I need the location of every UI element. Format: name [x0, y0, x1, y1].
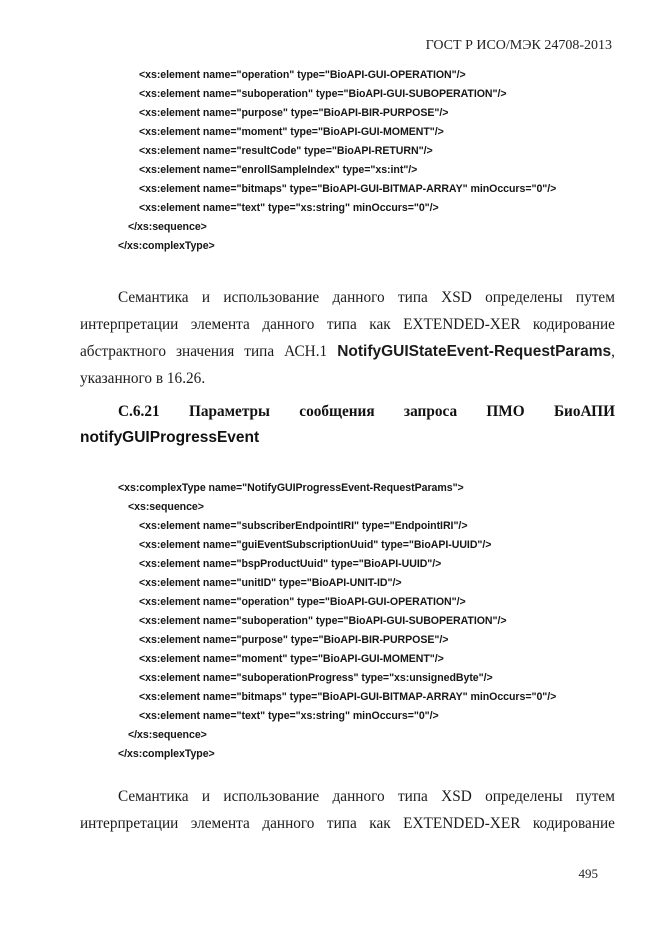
heading-word: Параметры	[188, 403, 271, 420]
paragraph-line	[80, 311, 615, 338]
code-line: <xs:element name="guiEventSubscriptionUuid" type="BioAPI-UUID"/>	[139, 539, 492, 551]
code-line: <xs:element name="bitmaps" type="BioAPI-GUI-BITMAP-ARRAY" minOccurs="0"/>	[139, 691, 557, 703]
code-line: <xs:element name="suboperation" type="BioAPI-GUI-SUBOPERATION"/>	[139, 88, 507, 100]
code-line: </xs:sequence>	[128, 221, 207, 233]
code-line: <xs:element name="subscriberEndpointIRI" type="EndpointIRI"/>	[139, 520, 468, 532]
code-line: <xs:element name="bspProductUuid" type="BioAPI-UUID"/>	[139, 558, 442, 570]
word: типа	[397, 289, 428, 306]
word: EXTENDED-XER	[403, 316, 521, 333]
heading-word: ПМО	[486, 403, 525, 420]
page-number: 495	[578, 866, 598, 881]
word: путем	[575, 788, 615, 805]
word: определены	[485, 289, 563, 306]
function-name: notifyGUIProgressEvent	[80, 429, 260, 446]
word: кодирование	[532, 815, 615, 832]
code-line: <xs:element name="moment" type="BioAPI-GUI-MOMENT"/>	[139, 653, 444, 665]
word: путем	[575, 289, 615, 306]
paragraph-line: указанного в 16.26.	[80, 370, 206, 387]
paragraph-line	[80, 810, 615, 837]
code-line: </xs:complexType>	[118, 240, 215, 252]
code-line: <xs:element name="text" type="xs:string" minOccurs="0"/>	[139, 202, 439, 214]
word: Семантика	[118, 289, 189, 306]
word: кодирование	[532, 316, 615, 333]
punctuation: ,	[611, 343, 615, 360]
word: интерпретации	[80, 316, 179, 333]
word: абстрактного	[80, 343, 166, 360]
word: использование	[223, 289, 320, 306]
section-heading-title	[80, 398, 615, 425]
code-line: <xs:element name="unitID" type="BioAPI-UNIT-ID"/>	[139, 577, 402, 589]
word: данного	[262, 815, 315, 832]
word: данного	[332, 788, 385, 805]
word: EXTENDED-XER	[403, 815, 521, 832]
word: АСН.1	[284, 343, 328, 360]
word: и	[201, 289, 211, 306]
code-line: </xs:sequence>	[128, 729, 207, 741]
code-line: <xs:element name="purpose" type="BioAPI-BIR-PURPOSE"/>	[139, 634, 449, 646]
word: Семантика	[118, 788, 189, 805]
word: использование	[223, 788, 320, 805]
word: данного	[332, 289, 385, 306]
code-line: </xs:complexType>	[118, 748, 215, 760]
code-line: <xs:element name="purpose" type="BioAPI-BIR-PURPOSE"/>	[139, 107, 449, 119]
paragraph-line	[80, 338, 615, 365]
word: как	[369, 815, 391, 832]
code-line: <xs:sequence>	[128, 501, 204, 513]
heading-word: сообщения	[299, 403, 375, 420]
code-line: <xs:element name="bitmaps" type="BioAPI-GUI-BITMAP-ARRAY" minOccurs="0"/>	[139, 183, 557, 195]
code-line: <xs:element name="operation" type="BioAPI-GUI-OPERATION"/>	[139, 596, 466, 608]
word: элемента	[190, 815, 250, 832]
heading-word: запроса	[403, 403, 458, 420]
section-number: С.6.21	[118, 403, 160, 420]
word: значения	[175, 343, 235, 360]
word: XSD	[441, 289, 472, 306]
paragraph-line	[80, 284, 615, 311]
semantics-paragraph-2	[80, 783, 615, 837]
word: интерпретации	[80, 815, 179, 832]
code-line: <xs:element name="operation" type="BioAPI-GUI-OPERATION"/>	[139, 69, 466, 81]
word: типа	[326, 316, 357, 333]
code-line: <xs:element name="text" type="xs:string" minOccurs="0"/>	[139, 710, 439, 722]
paragraph-line	[80, 783, 615, 810]
word: типа	[397, 788, 428, 805]
word: определены	[485, 788, 563, 805]
word: типа	[326, 815, 357, 832]
semantics-paragraph-1	[80, 284, 615, 392]
code-line: <xs:element name="moment" type="BioAPI-GUI-MOMENT"/>	[139, 126, 444, 138]
word: данного	[262, 316, 315, 333]
word: XSD	[441, 788, 472, 805]
code-line: <xs:element name="suboperationProgress" type="xs:unsignedByte"/>	[139, 672, 493, 684]
code-line: <xs:complexType name="NotifyGUIProgressEvent-RequestParams">	[118, 482, 464, 494]
asn1-type-name: NotifyGUIStateEvent-RequestParams	[337, 343, 612, 360]
word: и	[201, 788, 211, 805]
word: как	[369, 316, 391, 333]
standard-header: ГОСТ Р ИСО/МЭК 24708-2013	[425, 38, 612, 53]
code-line: <xs:element name="suboperation" type="BioAPI-GUI-SUBOPERATION"/>	[139, 615, 507, 627]
word: типа	[244, 343, 275, 360]
word: элемента	[190, 316, 250, 333]
section-heading	[80, 398, 615, 451]
heading-word: БиоАПИ	[553, 403, 615, 420]
asn1-type-reference	[337, 338, 615, 365]
code-line: <xs:element name="enrollSampleIndex" type="xs:int"/>	[139, 164, 418, 176]
code-line: <xs:element name="resultCode" type="BioAPI-RETURN"/>	[139, 145, 433, 157]
